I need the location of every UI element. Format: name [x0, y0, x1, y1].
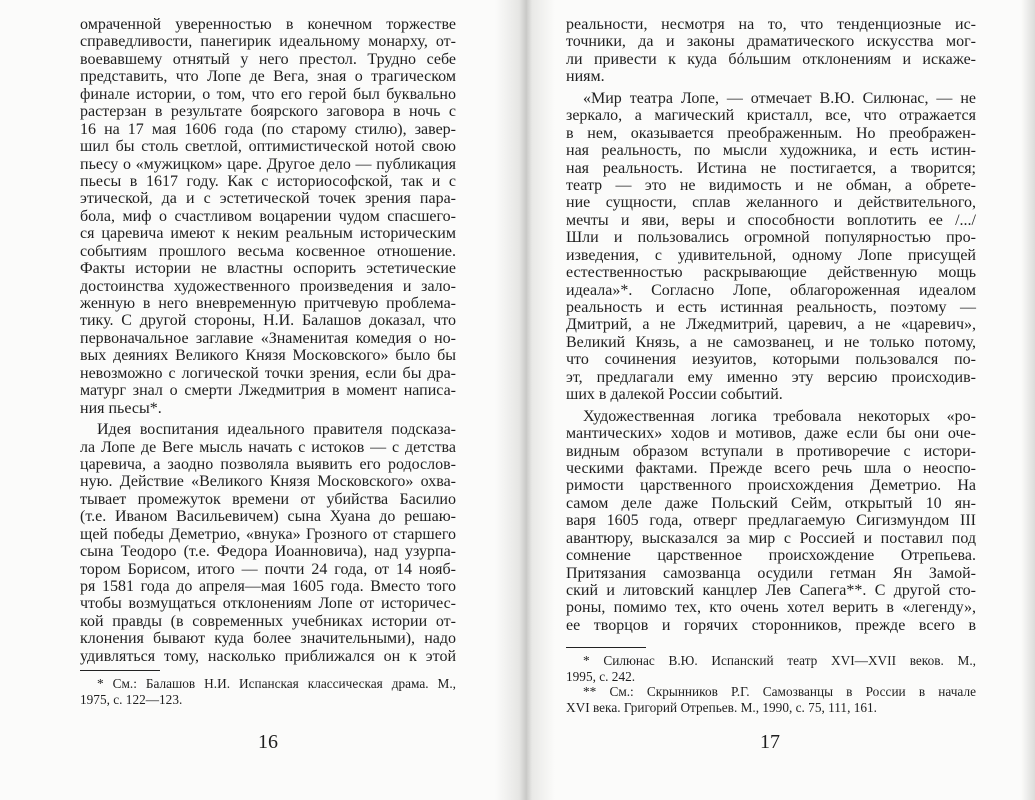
footnote-line: * Силюнас В.Ю. Испанский театр XVI—XVII веков. М., [583, 653, 976, 668]
text-line: воевавшему отнятый у него престол. Трудно себе [80, 50, 456, 68]
text-line: ся царевича имеют к неким реальным историческим [80, 225, 456, 243]
text-line: бола, миф о счастливом воцарении чудом спасшего- [80, 207, 456, 225]
text-line: Шли и пользовались огромной популярностью про- [566, 229, 976, 247]
text-line: зеркало, а магический кристалл, все, что отражается [566, 107, 976, 125]
text-line: тором Борисом, итого — почти 24 года, от 14 нояб- [80, 560, 456, 578]
text-line: ние сущности, сплав желанного и действительного, [566, 194, 976, 212]
text-line: вых деяниях Великого Князя Московского» было бы [80, 347, 456, 365]
footnote [566, 684, 976, 715]
text-line: Художественная логика требовала некоторых «ро- [583, 407, 976, 425]
text-line: ческими фактами. Прежде всего речь шла о неоспо- [566, 459, 976, 477]
text-line: Дмитрий, а не Лжедмитрий, царевич, а не «царевич», [566, 316, 976, 334]
text-line: Идея воспитания идеального правителя подсказа- [97, 421, 456, 439]
text-line: пьесу о «мужицком» царе. Другое дело — публикация [80, 155, 456, 173]
text-line: тывает промежуток времени от убийства Басилио [80, 490, 456, 508]
text-line: ния пьесы*. [80, 399, 162, 417]
text-line: варя 1605 года, отверг предлагаемую Сигизмундом III [566, 512, 976, 530]
text-line: пьесы в 1617 году. Как с историософской, так и с [80, 172, 456, 190]
text-line: справедливости, панегирик идеальному монарху, от- [80, 33, 456, 51]
footnote-line: ** См.: Скрынников Р.Г. Самозванцы в России в начале [583, 684, 976, 699]
text-line: тику. С другой стороны, Н.И. Балашов доказал, что [80, 312, 456, 330]
page-number-right: 17 [760, 731, 780, 753]
text-line: событиям прошлого весьма косвенное отношение. [80, 242, 456, 260]
text-line: ли привести к куда бóльшим отклонениям и искаже- [566, 50, 976, 68]
text-line: сына Теодоро (т.е. Федора Иоанновича), над узурпа- [80, 543, 456, 561]
footnote-line: 1995, с. 242. [566, 668, 636, 684]
text-line: реальности, несмотря на то, что тенденциозные ис- [566, 16, 976, 33]
text-line: видным образом вступали в противоречие с истори- [566, 442, 976, 460]
text-line: театр — это не видимость и не обман, а обрете- [566, 176, 976, 194]
text-line: финале истории, о том, что его герой был буквально [80, 85, 456, 103]
text-line: щей победы Деметрио, «внука» Грозного от старшего [80, 525, 456, 543]
text-line: кой правды (в современных учебниках истории от- [80, 612, 456, 630]
footnote-rule [80, 670, 160, 671]
text-line: ский и литовский канцлер Лев Сапега**. С другой сто- [566, 582, 976, 599]
text-line: идеала»*. Согласно Лопе, облагороженная идеалом [566, 281, 976, 299]
text-line: растерзан в результате боярского заговора в ночь с [80, 103, 456, 121]
footnotes-right [566, 653, 976, 715]
paragraph [80, 16, 456, 417]
text-line: удивляться тому, насколько приближался он к этой [80, 647, 456, 665]
page-edge [1021, 0, 1035, 800]
text-line: ниям. [566, 68, 605, 86]
text-line: достоинства художественного произведения и зало- [80, 277, 456, 295]
text-line: невозможно с логической точки зрения, если бы дра- [80, 364, 456, 382]
text-line: Великий Князь, а не самозванец, и не только потому, [566, 333, 976, 351]
text-line: римости царственного происхождения Деметрио. На [566, 477, 976, 495]
text-line: царевича, а заодно позволяла выявить его родослов- [80, 455, 456, 473]
paragraph [566, 90, 976, 404]
text-line: ную. Действие «Великого Князя Московского» охва- [80, 473, 456, 491]
text-line: самом деле даже Польский Сейм, открытый 10 ян- [566, 494, 976, 512]
text-line: ла Лопе де Веге мысль начать с истоков — с детства [80, 438, 456, 456]
text-line: Факты истории не властны оспорить эстетические [80, 260, 456, 278]
text-line: авантюру, высказался за мир с Россией и поставил под [566, 529, 976, 547]
footnote [80, 676, 456, 707]
footnote-line: 1975, с. 122—123. [80, 691, 183, 707]
text-line: шил бы столь светлой, оптимистической нотой свою [80, 138, 456, 156]
text-line: роны, помимо тех, кто очень хотел верить в «легенду», [566, 599, 976, 617]
page-right [566, 16, 976, 638]
text-line: изведения, с удивительной, одному Лопе присущей [566, 246, 976, 264]
text-line: Притязания самозванца осудили гетман Ян Замой- [566, 564, 976, 582]
text-line: ших в далекой России событий. [566, 386, 783, 404]
text-line: естественностью раскрывающие действенную мощь [566, 264, 976, 282]
text-line: чтобы возмущаться отклонениям Лопе от историчес- [80, 595, 456, 613]
text-line: женную в него вневременную притчевую проблема- [80, 295, 456, 312]
text-line: ря 1581 года до апреля—мая 1605 года. Вместо того [80, 578, 456, 595]
text-line: сомнение царственное происхождение Отрепьева. [566, 547, 976, 565]
text-line: ее творцов и горячих сторонников, прежде всего в [566, 616, 976, 634]
text-line: мечты и яви, веры и способности воплотить ее /.../ [566, 211, 976, 229]
footnote-rule [566, 647, 646, 648]
paragraph [566, 16, 976, 86]
text-line: в нем, оказывается преображенным. Но преображен- [566, 124, 976, 142]
footnote-line: * См.: Балашов Н.И. Испанская классическая драма. М., [97, 676, 456, 691]
text-line: клонения бывают куда более значительными), надо [80, 630, 456, 648]
footnotes-left [80, 676, 456, 707]
paragraph [566, 408, 976, 635]
text-line: (т.е. Иваном Васильевичем) сына Хуана до решаю- [80, 508, 456, 526]
footnote [566, 653, 976, 684]
page-left [80, 16, 456, 669]
text-line: мантических» ходов и мотивов, даже если бы они оче- [566, 425, 976, 443]
text-line: омраченной уверенностью в конечном торжестве [80, 16, 456, 33]
page-number-left: 16 [258, 731, 278, 753]
text-line: «Мир театра Лопе, — отмечает В.Ю. Силюнас, — не [583, 89, 976, 107]
text-line: представить, что Лопе де Вега, зная о трагическом [80, 68, 456, 86]
book-gutter [495, 0, 555, 800]
text-line: реальность и есть истинная реальность, поэтому — [566, 299, 976, 316]
paragraph [80, 421, 456, 665]
text-line: этической, да и с эстетической точек зрения пара- [80, 190, 456, 208]
text-line: ная реальность. Истина не постигается, а творится; [566, 159, 976, 177]
footnote-line: XVI века. Григорий Отрепьев. М., 1990, с. 75, 111, 161. [566, 699, 878, 715]
text-line: эт, предлагали ему именно эту версию происходив- [566, 368, 976, 386]
text-line: 16 на 17 мая 1606 года (по старому стилю), завер- [80, 120, 456, 138]
text-line: матург знал о смерти Лжедмитрия в момент написа- [80, 382, 456, 400]
text-line: точники, да и законы драматического искусства мог- [566, 33, 976, 51]
text-line: ная реальность, по мысли художника, и есть истин- [566, 142, 976, 160]
text-line: что сочинения иезуитов, которыми пользовался по- [566, 351, 976, 369]
text-line: первоначальное заглавие «Знаменитая комедия о но- [80, 329, 456, 347]
